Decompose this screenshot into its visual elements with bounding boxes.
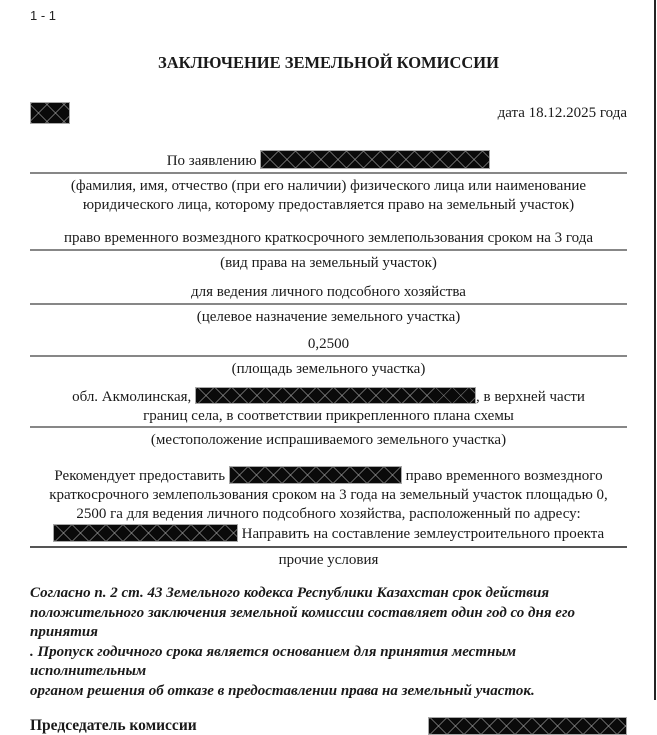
redacted-document-number: [30, 102, 70, 124]
applicant-label: По заявлению: [166, 153, 257, 169]
page-right-border: [654, 0, 656, 700]
applicant-hint-line1: (фамилия, имя, отчество (при его наличии) физического лица или наименование: [70, 178, 587, 194]
page-indicator: 1 - 1: [30, 8, 57, 23]
applicant-field: [30, 150, 627, 215]
recommendation-line3: 2500 га для ведения личного подсобного хозяйства, расположенный по адресу:: [76, 506, 581, 522]
field-rule: [30, 303, 627, 305]
location-line2: границ села, в соответствии прикрепленного плана схемы: [143, 408, 514, 424]
recommendation-hint: прочие условия: [278, 552, 379, 568]
recommendation-line1-post: право временного возмездного: [405, 468, 603, 484]
legal-note-line4: органом решения об отказе в предоставлении права на земельный участок.: [30, 682, 535, 699]
legal-note: [30, 584, 627, 701]
field-rule: [30, 355, 627, 357]
purpose-field: [30, 284, 627, 327]
applicant-hint: [30, 177, 627, 215]
location-prefix: обл. Акмолинская,: [72, 389, 192, 405]
area-value: 0,2500: [307, 336, 350, 352]
field-rule: [30, 546, 627, 548]
recommendation-line4-post: Направить на составление землеустроительного проекта: [241, 526, 605, 542]
redacted-chairman-signature: [428, 717, 627, 735]
date-text: дата 18.12.2025 года: [497, 104, 627, 121]
location-field: [30, 387, 627, 450]
area-field: [30, 336, 627, 379]
location-hint: (местоположение испрашиваемого земельного участка): [150, 432, 507, 448]
field-rule: [30, 172, 627, 174]
land-right-value: право временного возмездного краткосрочного землепользования сроком на 3 года: [63, 230, 594, 246]
redacted-address: [53, 524, 238, 542]
legal-note-line1: Согласно п. 2 ст. 43 Земельного кодекса Республики Казахстан срок действия: [30, 585, 550, 601]
recommendation-line1-pre: Рекомендует предоставить: [54, 468, 226, 484]
land-right-hint: (вид права на земельный участок): [220, 255, 437, 271]
legal-note-line3: . Пропуск годичного срока является основанием для принятия местным исполнительным: [30, 643, 517, 679]
applicant-hint-line2: юридического лица, которому предоставляется право на земельный участок): [82, 197, 575, 213]
chairman-label: Председатель комиссии: [30, 717, 197, 734]
applicant-value-line: [30, 150, 627, 172]
redacted-applicant-name: [260, 150, 490, 169]
location-suffix: , в верхней части: [476, 389, 585, 405]
purpose-hint: (целевое назначение земельного участка): [196, 309, 461, 325]
recommendation-line2: краткосрочного землепользования сроком на 3 года на земельный участок площадью 0,: [49, 487, 608, 503]
area-hint: (площадь земельного участка): [231, 361, 426, 377]
legal-note-line2: положительного заключения земельной комиссии составляет один год со дня его принятия: [30, 604, 576, 640]
recommendation-line4: [30, 524, 627, 544]
document-title: ЗАКЛЮЧЕНИЕ ЗЕМЕЛЬНОЙ КОМИССИИ: [158, 53, 499, 72]
field-rule: [30, 426, 627, 428]
land-right-field: [30, 230, 627, 273]
signature-row: [30, 717, 627, 735]
purpose-value: для ведения личного подсобного хозяйства: [191, 284, 466, 300]
date-row: [30, 102, 627, 124]
recommendation-line1: [30, 466, 627, 486]
redacted-location: [195, 387, 476, 404]
redacted-recipient-name: [229, 466, 402, 484]
recommendation-field: [30, 466, 627, 570]
field-rule: [30, 249, 627, 251]
location-line1: [30, 387, 627, 407]
